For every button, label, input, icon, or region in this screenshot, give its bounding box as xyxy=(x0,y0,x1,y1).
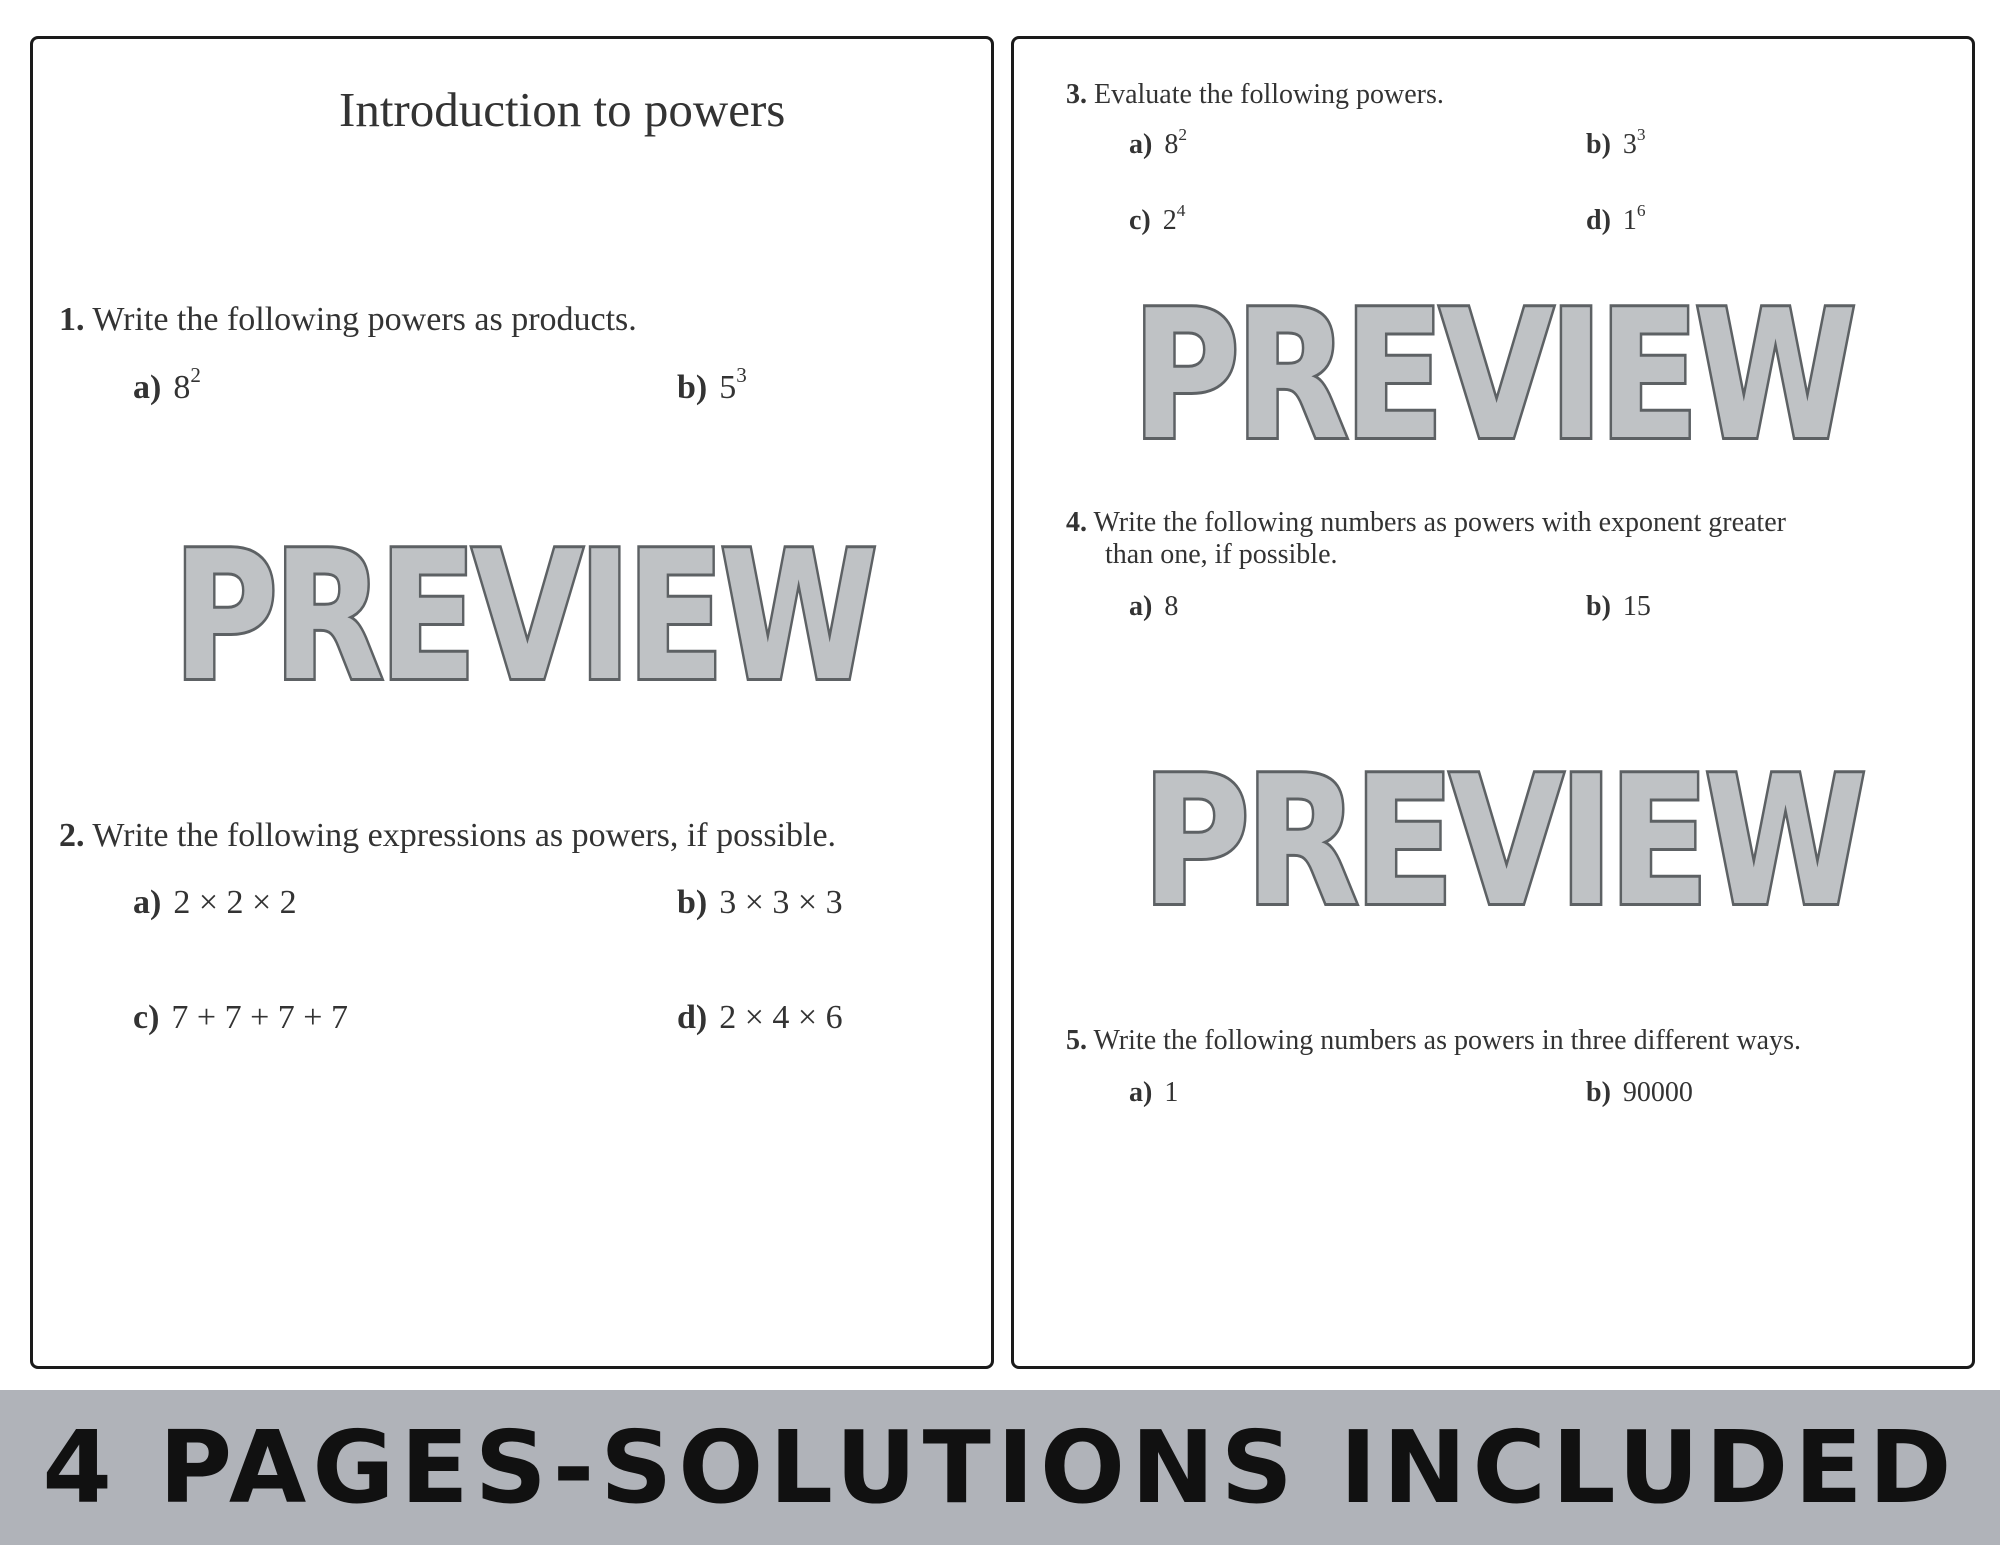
question-2-item-c xyxy=(133,999,348,1037)
question-2 xyxy=(59,817,836,855)
question-2-item-b xyxy=(677,884,843,922)
item-label: a) xyxy=(133,884,162,921)
item-exponent: 3 xyxy=(736,363,747,388)
worksheet-page-left xyxy=(30,36,994,1369)
item-value: 1 xyxy=(1164,1077,1179,1108)
preview-watermark xyxy=(1112,738,1892,945)
item-base: 3 xyxy=(1622,129,1637,160)
item-label: d) xyxy=(1586,205,1611,236)
preview-watermark xyxy=(133,513,913,723)
item-base: 8 xyxy=(1164,129,1179,160)
item-label: b) xyxy=(677,884,708,921)
item-base: 8 xyxy=(173,369,191,406)
bottom-banner xyxy=(0,1390,2000,1545)
question-1-text: Write the following powers as products. xyxy=(92,301,637,338)
item-exponent: 2 xyxy=(1178,124,1188,144)
question-3 xyxy=(1066,79,1444,111)
question-3-item-c xyxy=(1129,200,1186,237)
item-label: b) xyxy=(1586,591,1611,622)
question-2-item-a xyxy=(133,884,297,922)
item-label: b) xyxy=(1586,129,1611,160)
preview-watermark xyxy=(1102,272,1882,479)
item-label: a) xyxy=(1129,129,1153,160)
question-5-number: 5. xyxy=(1066,1025,1087,1056)
item-base: 2 xyxy=(1162,205,1177,236)
question-1-item-a xyxy=(133,363,201,407)
question-4-item-a xyxy=(1129,591,1178,623)
question-5-text: Write the following numbers as powers in three different ways. xyxy=(1093,1025,1801,1056)
item-base: 5 xyxy=(719,369,737,406)
item-expression: 3 × 3 × 3 xyxy=(719,884,843,921)
question-5-item-a xyxy=(1129,1077,1178,1109)
item-value: 8 xyxy=(1164,591,1179,622)
item-label: b) xyxy=(677,369,708,406)
question-1 xyxy=(59,301,637,339)
question-5-item-b xyxy=(1586,1077,1693,1109)
question-2-item-d xyxy=(677,999,843,1037)
item-label: a) xyxy=(133,369,162,406)
question-1-item-b xyxy=(677,363,747,407)
worksheet-page-right xyxy=(1011,36,1975,1369)
item-label: c) xyxy=(133,999,160,1036)
item-expression: 7 + 7 + 7 + 7 xyxy=(171,999,348,1036)
item-base: 1 xyxy=(1622,205,1637,236)
item-value: 90000 xyxy=(1622,1077,1693,1108)
question-4-text-line2: than one, if possible. xyxy=(1105,539,1338,570)
item-exponent: 3 xyxy=(1636,124,1646,144)
item-exponent: 2 xyxy=(190,363,201,388)
question-4-text-line1: Write the following numbers as powers with exponent greater xyxy=(1093,507,1786,538)
question-2-text: Write the following expressions as powers, if possible. xyxy=(92,817,837,854)
question-3-text: Evaluate the following powers. xyxy=(1094,79,1444,110)
item-value: 15 xyxy=(1622,591,1651,622)
question-3-number: 3. xyxy=(1066,79,1087,110)
question-4 xyxy=(1066,507,1786,539)
preview-watermark-text: PREVIEW xyxy=(1142,738,1863,945)
item-expression: 2 × 4 × 6 xyxy=(719,999,843,1036)
item-label: c) xyxy=(1129,205,1151,236)
question-1-number: 1. xyxy=(59,301,85,338)
item-label: a) xyxy=(1129,1077,1153,1108)
question-3-item-a xyxy=(1129,124,1188,161)
item-exponent: 4 xyxy=(1176,200,1186,220)
page-title: Introduction to powers xyxy=(339,82,786,137)
question-5 xyxy=(1066,1025,1801,1057)
question-4-item-b xyxy=(1586,591,1651,623)
banner-text: 4 PAGES-SOLUTIONS INCLUDED xyxy=(42,1409,1958,1526)
item-label: d) xyxy=(677,999,708,1036)
question-4-number: 4. xyxy=(1066,507,1087,538)
item-label: b) xyxy=(1586,1077,1611,1108)
question-2-number: 2. xyxy=(59,817,85,854)
item-label: a) xyxy=(1129,591,1153,622)
item-expression: 2 × 2 × 2 xyxy=(173,884,297,921)
question-3-item-b xyxy=(1586,124,1646,161)
item-exponent: 6 xyxy=(1636,200,1646,220)
preview-watermark-text: PREVIEW xyxy=(1132,272,1853,479)
question-3-item-d xyxy=(1586,200,1646,237)
preview-watermark-text: PREVIEW xyxy=(173,513,874,720)
